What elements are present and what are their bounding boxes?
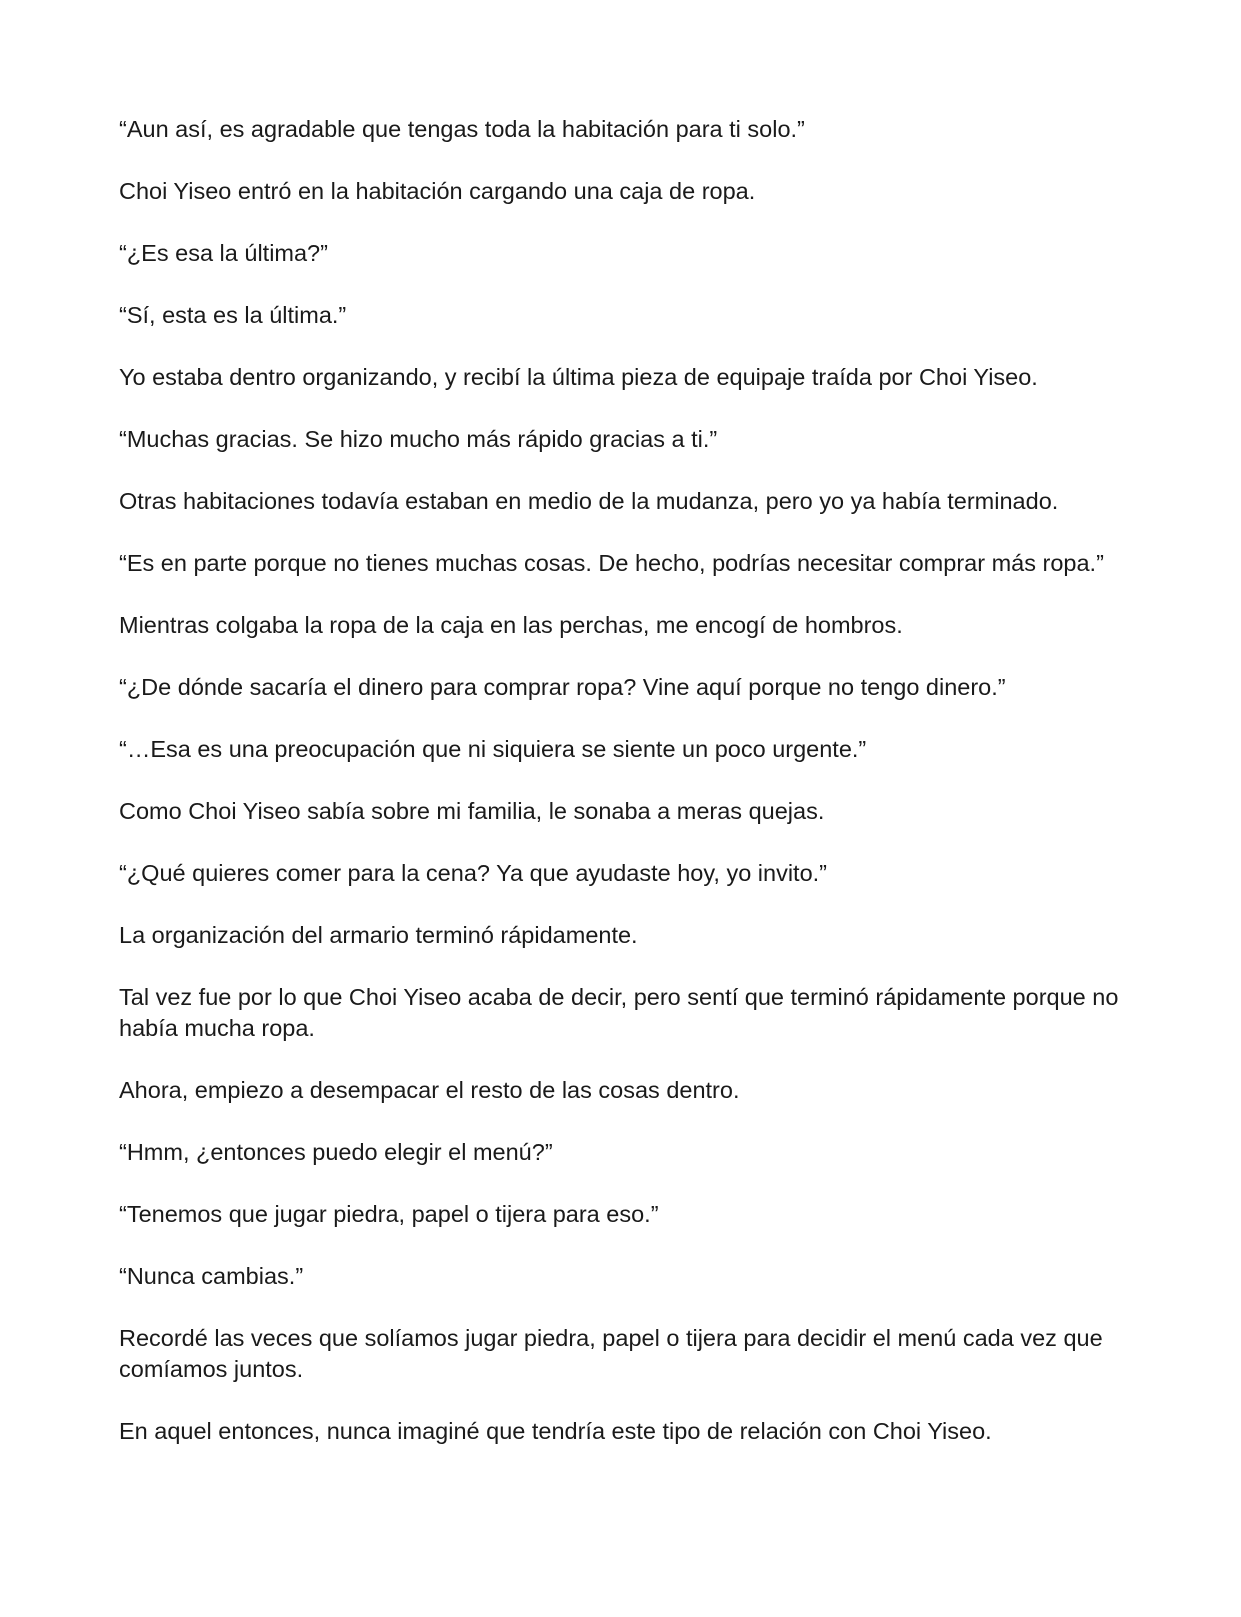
paragraph: Tal vez fue por lo que Choi Yiseo acaba de decir, pero sentí que terminó rápidamente porque no había mucha ropa. — [119, 984, 1119, 1041]
paragraph: “Muchas gracias. Se hizo mucho más rápido gracias a ti.” — [119, 426, 718, 452]
paragraph: “¿Es esa la última?” — [119, 240, 328, 266]
paragraph: “Hmm, ¿entonces puedo elegir el menú?” — [119, 1139, 553, 1165]
paragraph: “Sí, esta es la última.” — [119, 302, 347, 328]
paragraph: Recordé las veces que solíamos jugar piedra, papel o tijera para decidir el menú cada vez que comíamos juntos. — [119, 1325, 1103, 1382]
paragraph: Choi Yiseo entró en la habitación cargando una caja de ropa. — [119, 178, 756, 204]
paragraph: En aquel entonces, nunca imaginé que tendría este tipo de relación con Choi Yiseo. — [119, 1418, 992, 1444]
paragraph: Ahora, empiezo a desempacar el resto de las cosas dentro. — [119, 1077, 740, 1103]
paragraph: “Nunca cambias.” — [119, 1263, 304, 1289]
paragraph: “…Esa es una preocupación que ni siquiera se siente un poco urgente.” — [119, 736, 867, 762]
paragraph: Como Choi Yiseo sabía sobre mi familia, le sonaba a meras quejas. — [119, 798, 825, 824]
paragraph: “Tenemos que jugar piedra, papel o tijera para eso.” — [119, 1201, 659, 1227]
paragraph: Mientras colgaba la ropa de la caja en las perchas, me encogí de hombros. — [119, 612, 903, 638]
paragraph: Otras habitaciones todavía estaban en medio de la mudanza, pero yo ya había terminado. — [119, 488, 1059, 514]
paragraph: “Es en parte porque no tienes muchas cosas. De hecho, podrías necesitar comprar más ropa.” — [119, 550, 1104, 576]
paragraph: “¿Qué quieres comer para la cena? Ya que ayudaste hoy, yo invito.” — [119, 860, 828, 886]
paragraph: Yo estaba dentro organizando, y recibí la última pieza de equipaje traída por Choi Yiseo. — [119, 364, 1038, 390]
paragraph: “Aun así, es agradable que tengas toda la habitación para ti solo.” — [119, 116, 805, 142]
paragraph: “¿De dónde sacaría el dinero para comprar ropa? Vine aquí porque no tengo dinero.” — [119, 674, 1006, 700]
paragraph: La organización del armario terminó rápidamente. — [119, 922, 638, 948]
document-body — [119, 114, 1129, 1478]
